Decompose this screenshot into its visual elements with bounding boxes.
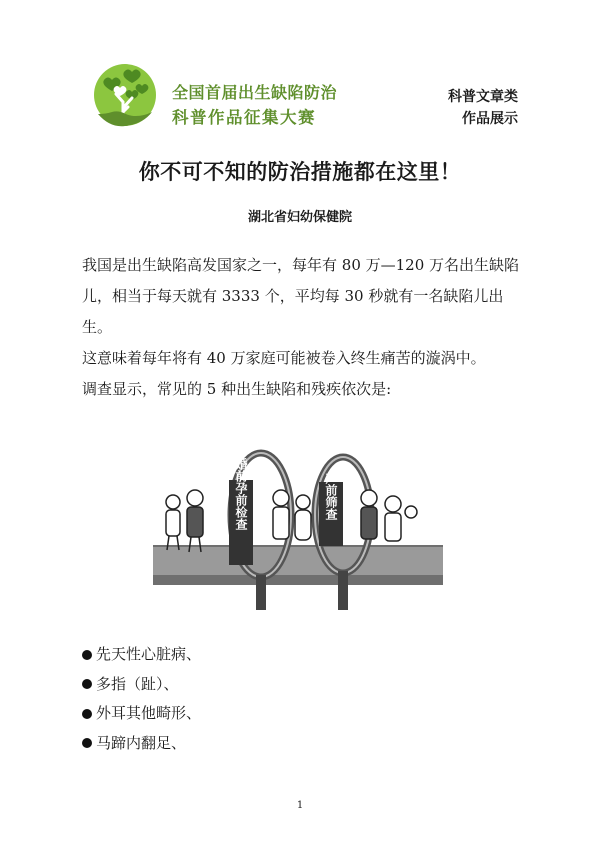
category-line2: 作品展示 (462, 111, 518, 127)
list-item (82, 670, 201, 700)
body-paragraph-2: 这意味着每年将有 40 万家庭可能被卷入终生痛苦的漩涡中。 (82, 349, 486, 367)
sign-premarital-check: 婚前孕前检查 (234, 458, 248, 530)
list-item-text: 先天性心脏病、 (96, 645, 202, 663)
list-item (82, 699, 201, 729)
bullet-dot-icon (82, 738, 92, 748)
article-body (82, 250, 530, 405)
sign-prenatal-screening: 产前筛查 (324, 472, 338, 520)
body-paragraph-1: 我国是出生缺陷高发国家之一，每年有 80 万—120 万名出生缺陷儿，相当于每天就有 3333 个，平均每 30 秒就有一名缺陷儿出生。 (82, 256, 520, 336)
bullet-dot-icon (82, 650, 92, 660)
list-item-text: 马蹄内翻足、 (96, 733, 187, 752)
category-line1: 科普文章类 (448, 89, 518, 105)
bullet-dot-icon (82, 709, 92, 719)
logo-title-line2: 科普作品征集大赛 (172, 108, 316, 127)
page-number: 1 (296, 800, 304, 811)
screening-illustration (153, 440, 443, 610)
contest-logo (92, 62, 362, 134)
list-item-text: 外耳其他畸形、 (96, 704, 202, 722)
list-item-text: 多指（趾）、 (96, 674, 179, 693)
defect-list (82, 640, 201, 758)
body-paragraph-3: 调查显示，常见的 5 种出生缺陷和残疾依次是: (82, 380, 392, 398)
article-author: 湖北省妇幼保健院 (247, 210, 352, 225)
article-title: 你不可不知的防治措施都在这里！ (138, 159, 462, 184)
list-item (82, 640, 201, 670)
logo-title-line1: 全国首届出生缺陷防治 (172, 83, 338, 102)
tree-hands-logo-icon (92, 62, 158, 134)
bullet-dot-icon (82, 679, 92, 689)
list-item (82, 729, 201, 759)
category-label (448, 86, 518, 130)
